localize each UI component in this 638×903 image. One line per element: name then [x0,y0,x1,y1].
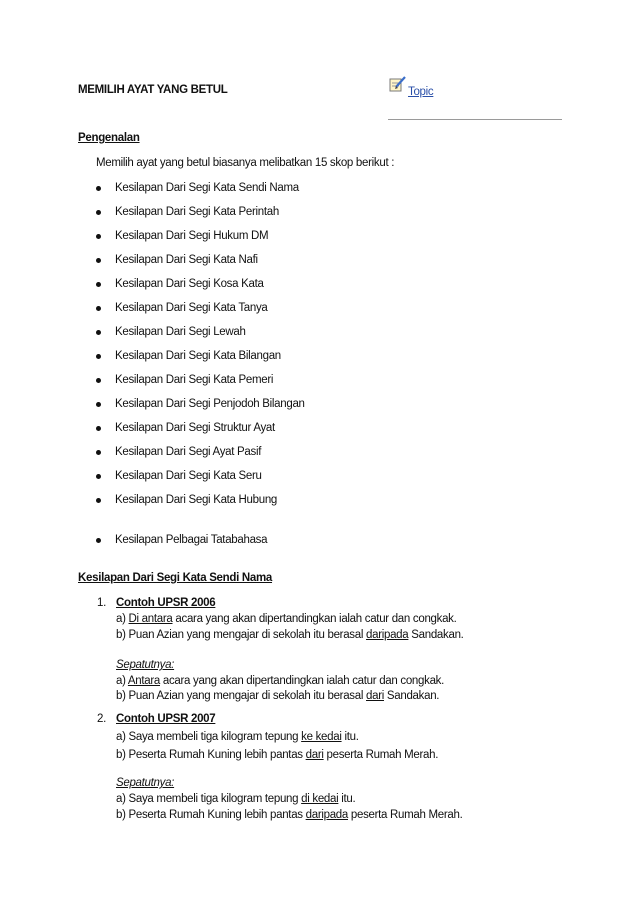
example-line-b: b) Puan Azian yang mengajar di sekolah itu berasal daripada Sandakan. [116,629,464,641]
bullet-icon [96,354,101,359]
correction-line-a: a) Saya membeli tiga kilogram tepung di kedai itu. [116,793,356,805]
example-number: 2. [97,713,106,725]
example-title: Contoh UPSR 2006 [116,597,216,609]
header-divider [388,119,562,120]
sepatutnya-label: Sepatutnya: [116,659,175,671]
sepatutnya-label: Sepatutnya: [116,777,175,789]
bullet-icon [96,282,101,287]
page-title: MEMILIH AYAT YANG BETUL [78,84,228,96]
example-number: 1. [97,597,106,609]
topic-link[interactable]: Topic [408,86,434,98]
bullet-icon [96,258,101,263]
intro-text: Memilih ayat yang betul biasanya melibatkan 15 skop berikut : [96,157,395,169]
note-pencil-icon [389,76,407,92]
example-line-a: a) Di antara acara yang akan dipertandingkan ialah catur dan congkak. [116,613,457,625]
example-line-a: a) Saya membeli tiga kilogram tepung ke kedai itu. [116,731,359,743]
example-title: Contoh UPSR 2007 [116,713,216,725]
section-heading-pengenalan: Pengenalan [78,132,140,144]
bullet-icon [96,426,101,431]
correction-line-b: b) Peserta Rumah Kuning lebih pantas daripada peserta Rumah Merah. [116,809,463,821]
bullet-icon [96,210,101,215]
correction-line-b: b) Puan Azian yang mengajar di sekolah itu berasal dari Sandakan. [116,690,440,702]
example-line-b: b) Peserta Rumah Kuning lebih pantas dari peserta Rumah Merah. [116,749,439,761]
bullet-icon [96,378,101,383]
bullet-icon [96,498,101,503]
correction-line-a: a) Antara acara yang akan dipertandingkan ialah catur dan congkak. [116,675,445,687]
bullet-icon [96,306,101,311]
bullet-icon [96,450,101,455]
bullet-icon [96,474,101,479]
bullet-icon [96,186,101,191]
bullet-icon [96,402,101,407]
bullet-icon [96,234,101,239]
bullet-icon [96,330,101,335]
section-heading-kata-sendi-nama: Kesilapan Dari Segi Kata Sendi Nama [78,572,273,584]
bullet-icon [96,538,101,543]
